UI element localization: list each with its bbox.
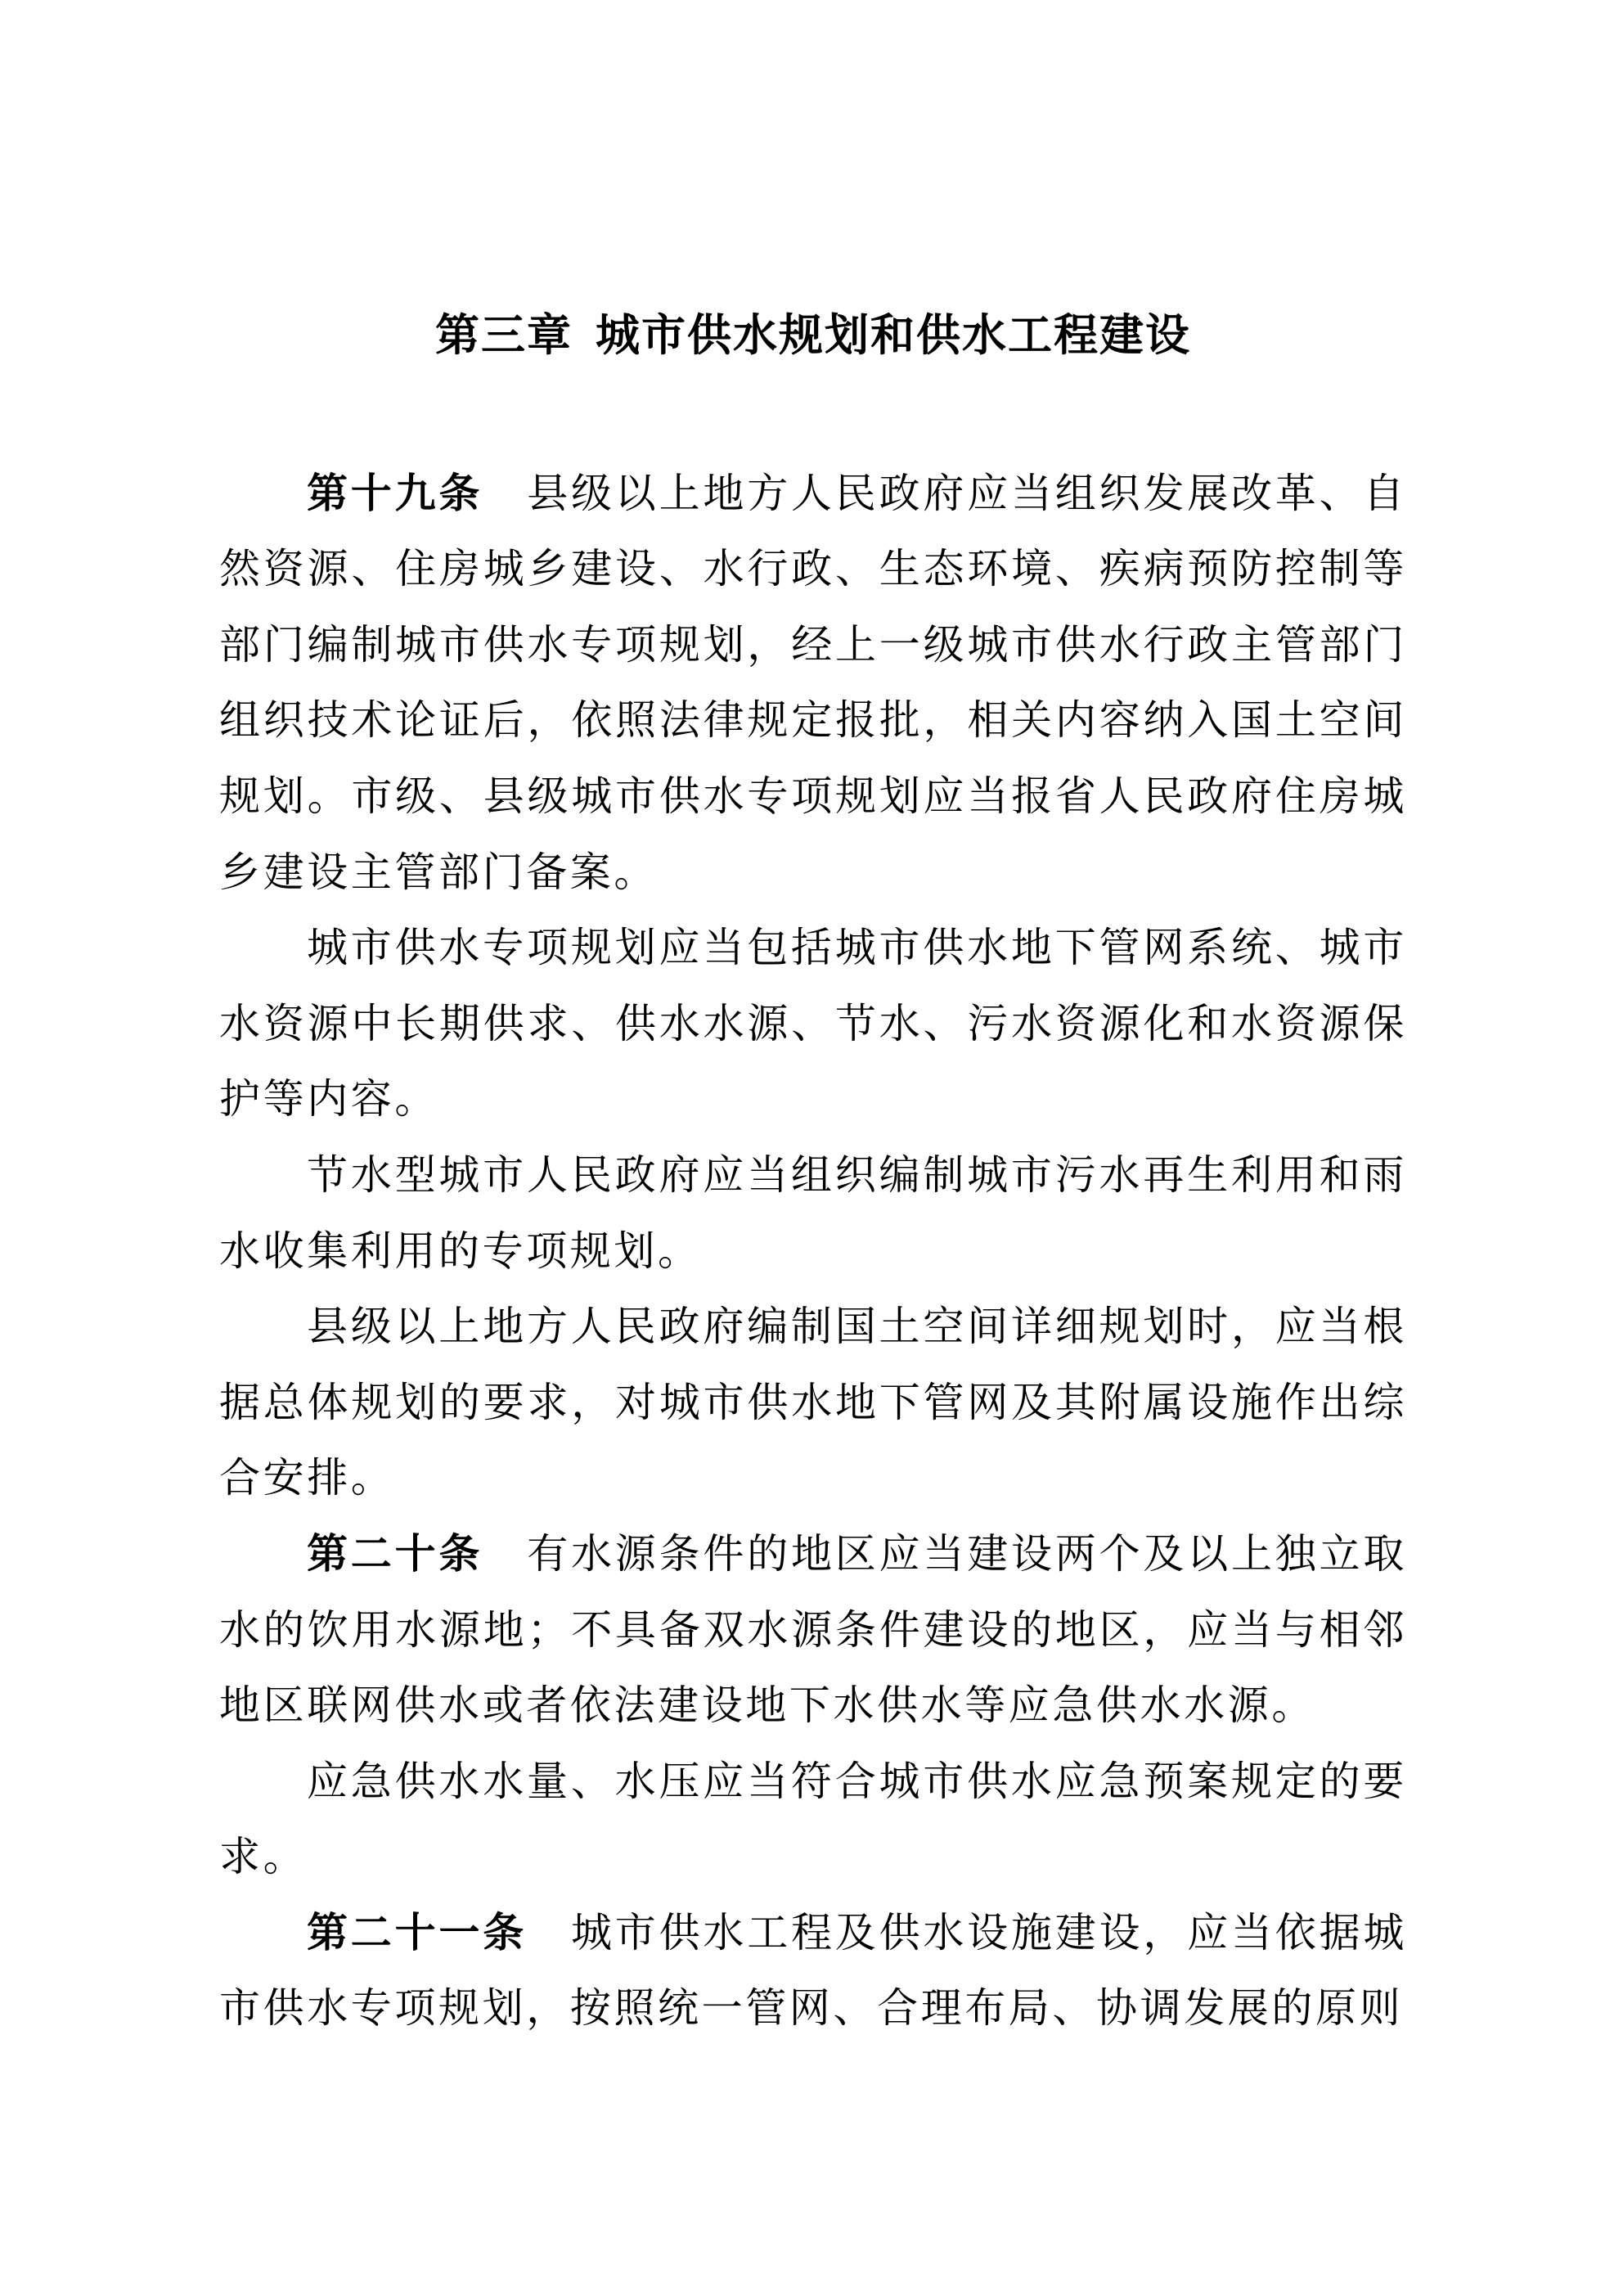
paragraph-planning-contents-text: 城市供水专项规划应当包括城市供水地下管网系统、城市水资源中长期供求、供水水源、节水、污水资源化和水资源保护等内容。 bbox=[219, 925, 1407, 1123]
article-21-text: 城市供水工程及供水设施建设，应当依据城市供水专项规划，按照统一管网、合理布局、协调发展的原则 bbox=[219, 1909, 1407, 2032]
paragraph-detailed-planning-text: 县级以上地方人民政府编制国土空间详细规划时，应当根据总体规划的要求，对城市供水地下管网及其附属设施作出综合安排。 bbox=[219, 1303, 1407, 1501]
paragraph-article-21 bbox=[219, 1895, 1407, 2046]
paragraph-article-19 bbox=[219, 456, 1407, 911]
chapter-title: 城市供水规划和供水工程建设 bbox=[596, 311, 1191, 360]
article-19-text: 县级以上地方人民政府应当组织发展改革、自然资源、住房城乡建设、水行政、生态环境、疾病预防控制等部门编制城市供水专项规划，经上一级城市供水行政主管部门组织技术论证后，依照法律规定报批，相关内容纳入国土空间规划。市级、县级城市供水专项规划应当报省人民政府住房城乡建设主管部门备案。 bbox=[219, 470, 1407, 895]
article-19-label: 第十九条 bbox=[307, 470, 483, 516]
page-content bbox=[219, 298, 1407, 2046]
article-21-label: 第二十一条 bbox=[307, 1909, 527, 1956]
chapter-number: 第三章 bbox=[435, 311, 573, 360]
paragraph-detailed-planning bbox=[219, 1289, 1407, 1516]
paragraph-emergency-supply-text: 应急供水水量、水压应当符合城市供水应急预案规定的要求。 bbox=[219, 1758, 1407, 1880]
paragraph-planning-contents bbox=[219, 910, 1407, 1137]
paragraph-water-saving-city bbox=[219, 1137, 1407, 1289]
paragraph-water-saving-city-text: 节水型城市人民政府应当组织编制城市污水再生利用和雨水收集利用的专项规划。 bbox=[219, 1151, 1407, 1274]
chapter-heading bbox=[219, 298, 1407, 374]
article-20-label: 第二十条 bbox=[307, 1530, 483, 1577]
paragraph-article-20 bbox=[219, 1516, 1407, 1744]
paragraph-emergency-supply bbox=[219, 1744, 1407, 1895]
article-20-text: 有水源条件的地区应当建设两个及以上独立取水的饮用水源地；不具备双水源条件建设的地区，应当与相邻地区联网供水或者依法建设地下水供水等应急供水水源。 bbox=[219, 1530, 1407, 1729]
